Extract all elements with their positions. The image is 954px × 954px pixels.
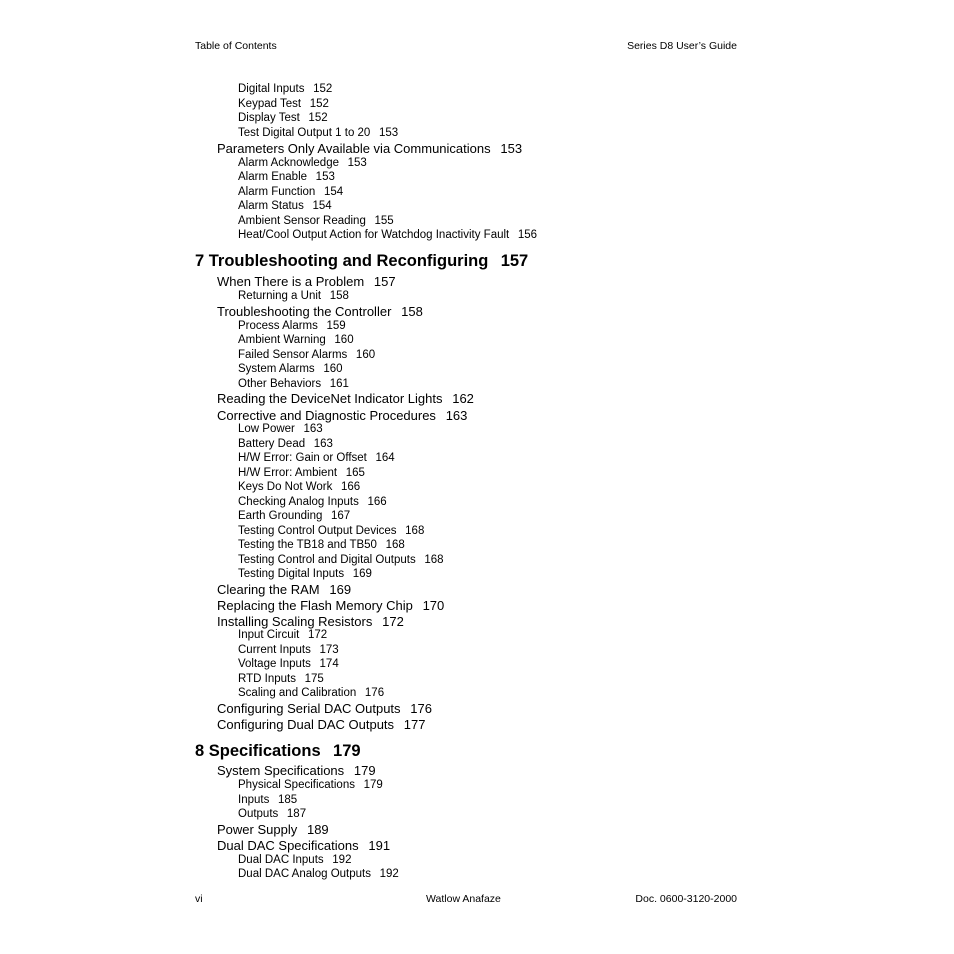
toc-entry-title: Testing Digital Inputs (238, 568, 345, 580)
toc-chapter[interactable] (195, 742, 361, 761)
toc-entry-title: Alarm Function (238, 186, 316, 198)
toc-entry-title: Checking Analog Inputs (238, 496, 359, 508)
toc-section[interactable] (217, 701, 432, 716)
toc-entry-title: Earth Grounding (238, 510, 323, 522)
toc-subsection[interactable] (238, 553, 444, 567)
toc-subsection[interactable] (238, 643, 339, 657)
toc-entry-title: Failed Sensor Alarms (238, 349, 348, 361)
toc-entry-page: 154 (323, 186, 344, 198)
toc-subsection[interactable] (238, 686, 384, 700)
toc-subsection[interactable] (238, 82, 332, 96)
toc-entry-title: Testing the TB18 and TB50 (238, 539, 377, 551)
toc-section[interactable] (217, 408, 467, 423)
toc-entry-title: System Specifications (217, 763, 345, 778)
toc-subsection[interactable] (238, 422, 323, 436)
toc-subsection[interactable] (238, 156, 367, 170)
footer-publisher: Watlow Anafaze (426, 893, 501, 905)
toc-subsection[interactable] (238, 466, 365, 480)
toc-entry-page: 162 (452, 391, 474, 406)
toc-subsection[interactable] (238, 126, 398, 140)
toc-subsection[interactable] (238, 524, 424, 538)
toc-chapter[interactable] (195, 252, 528, 271)
toc-entry-title: RTD Inputs (238, 673, 296, 685)
toc-subsection[interactable] (238, 97, 329, 111)
toc-entry-page: 175 (304, 673, 324, 685)
toc-entry-page: 176 (410, 701, 432, 716)
toc-entry-page: 192 (379, 868, 399, 880)
toc-entry-page: 177 (403, 717, 426, 732)
toc-entry-page: 158 (329, 290, 349, 302)
toc-entry-title: Testing Control Output Devices (238, 525, 397, 537)
toc-subsection[interactable] (238, 672, 324, 686)
toc-subsection[interactable] (238, 495, 387, 509)
toc-entry-title: Clearing the RAM (217, 582, 320, 597)
toc-entry-page: 192 (332, 854, 352, 866)
toc-entry-page: 160 (323, 363, 343, 375)
toc-section[interactable] (217, 822, 329, 837)
toc-section[interactable] (217, 274, 396, 289)
toc-entry-title: Parameters Only Available via Communications (217, 141, 491, 156)
toc-entry-page: 153 (347, 157, 367, 169)
toc-entry-title: Dual DAC Analog Outputs (238, 868, 371, 880)
toc-entry-page: 187 (286, 808, 307, 820)
toc-entry-page: 152 (308, 112, 328, 124)
toc-section[interactable] (217, 614, 404, 629)
toc-entry-title: Heat/Cool Output Action for Watchdog Inactivity Fault (238, 229, 510, 241)
toc-entry-title: Corrective and Diagnostic Procedures (217, 408, 436, 423)
toc-entry-page: 166 (341, 481, 361, 493)
header-right: Series D8 User’s Guide (627, 40, 737, 52)
toc-subsection[interactable] (238, 319, 346, 333)
toc-entry-title: Testing Control and Digital Outputs (238, 554, 416, 566)
toc-section[interactable] (217, 582, 351, 597)
toc-subsection[interactable] (238, 348, 375, 362)
toc-entry-page: 173 (319, 644, 339, 656)
toc-entry-page: 191 (368, 838, 391, 853)
toc-subsection[interactable] (238, 228, 537, 242)
toc-entry-page: 179 (353, 763, 376, 778)
toc-entry-page: 163 (303, 423, 323, 435)
toc-entry-page: 168 (424, 554, 444, 566)
toc-entry-title: Power Supply (217, 822, 298, 837)
toc-section[interactable] (217, 304, 423, 319)
toc-entry-page: 156 (517, 229, 538, 241)
toc-entry-title: Replacing the Flash Memory Chip (217, 598, 413, 613)
toc-entry-title: Test Digital Output 1 to 20 (238, 127, 371, 139)
toc-entry-page: 157 (500, 252, 529, 270)
toc-section[interactable] (217, 391, 474, 406)
toc-entry-title: Input Circuit (238, 629, 300, 641)
toc-subsection[interactable] (238, 111, 328, 125)
toc-entry-title: Low Power (238, 423, 295, 435)
toc-entry-page: 158 (401, 304, 423, 319)
footer-page-number: vi (195, 893, 203, 905)
toc-entry-title: Keys Do Not Work (238, 481, 333, 493)
toc-entry-title: Current Inputs (238, 644, 311, 656)
toc-entry-title: Alarm Enable (238, 171, 308, 183)
toc-entry-title: Dual DAC Specifications (217, 838, 359, 853)
toc-subsection[interactable] (238, 185, 343, 199)
toc-subsection[interactable] (238, 377, 349, 391)
toc-entry-title: Alarm Status (238, 200, 304, 212)
header-left: Table of Contents (195, 40, 277, 52)
toc-entry-page: 169 (352, 568, 372, 580)
toc-section[interactable] (217, 598, 444, 613)
toc-entry-page: 172 (382, 614, 404, 629)
toc-entry-page: 165 (345, 467, 365, 479)
toc-entry-page: 153 (378, 127, 399, 139)
toc-subsection[interactable] (238, 451, 395, 465)
toc-entry-page: 154 (312, 200, 332, 212)
toc-entry-page: 153 (500, 141, 523, 156)
toc-entry-page: 179 (363, 779, 383, 791)
toc-entry-title: Battery Dead (238, 438, 306, 450)
toc-entry-title: Outputs (238, 808, 279, 820)
toc-entry-title: System Alarms (238, 363, 315, 375)
toc-entry-page: 174 (319, 658, 339, 670)
toc-entry-page: 163 (445, 408, 468, 423)
toc-entry-page: 166 (367, 496, 387, 508)
toc-entry-title: Physical Specifications (238, 779, 355, 791)
toc-entry-page: 163 (313, 438, 333, 450)
toc-section[interactable] (217, 141, 522, 156)
toc-entry-title: Process Alarms (238, 320, 318, 332)
toc-subsection[interactable] (238, 538, 405, 552)
toc-entry-title: Keypad Test (238, 98, 302, 110)
toc-entry-page: 152 (309, 98, 329, 110)
toc-entry-title: Reading the DeviceNet Indicator Lights (217, 391, 443, 406)
toc-entry-title: Ambient Sensor Reading (238, 215, 366, 227)
toc-entry-title: H/W Error: Gain or Offset (238, 452, 367, 464)
toc-entry-title: Configuring Serial DAC Outputs (217, 701, 401, 716)
toc-entry-page: 153 (315, 171, 335, 183)
toc-entry-page: 169 (329, 582, 352, 597)
toc-subsection[interactable] (238, 778, 383, 792)
toc-subsection[interactable] (238, 657, 339, 671)
toc-entry-page: 185 (277, 794, 298, 806)
toc-entry-page: 168 (385, 539, 405, 551)
toc-entry-title: Scaling and Calibration (238, 687, 357, 699)
toc-section[interactable] (217, 763, 376, 778)
toc-entry-page: 157 (373, 274, 396, 289)
toc-subsection[interactable] (238, 170, 335, 184)
toc-entry-page: 189 (306, 822, 329, 837)
toc-subsection[interactable] (238, 480, 360, 494)
toc-entry-title: Other Behaviors (238, 378, 322, 390)
toc-subsection[interactable] (238, 333, 354, 347)
toc-entry-title: H/W Error: Ambient (238, 467, 338, 479)
toc-entry-title: 7 Troubleshooting and Reconfiguring (195, 252, 489, 270)
toc-entry-title: Ambient Warning (238, 334, 326, 346)
toc-entry-title: Configuring Dual DAC Outputs (217, 717, 395, 732)
toc-entry-title: Display Test (238, 112, 300, 124)
toc-entry-page: 167 (331, 510, 351, 522)
toc-subsection[interactable] (238, 628, 327, 642)
toc-entry-title: When There is a Problem (217, 274, 365, 289)
toc-subsection[interactable] (238, 362, 343, 376)
toc-subsection[interactable] (238, 867, 399, 881)
toc-entry-page: 172 (307, 629, 328, 641)
toc-subsection[interactable] (238, 567, 372, 581)
toc-entry-page: 164 (375, 452, 395, 464)
toc-subsection[interactable] (238, 289, 349, 303)
toc-entry-title: Digital Inputs (238, 83, 305, 95)
toc-section[interactable] (217, 717, 425, 732)
toc-entry-title: Troubleshooting the Controller (217, 304, 392, 319)
toc-subsection[interactable] (238, 509, 350, 523)
toc-entry-page: 159 (326, 320, 346, 332)
toc-entry-title: Dual DAC Inputs (238, 854, 324, 866)
toc-subsection[interactable] (238, 214, 394, 228)
toc-entry-title: Installing Scaling Resistors (217, 614, 373, 629)
toc-entry-page: 176 (364, 687, 385, 699)
toc-subsection[interactable] (238, 437, 333, 451)
toc-subsection[interactable] (238, 807, 306, 821)
toc-entry-page: 160 (334, 334, 354, 346)
toc-entry-title: Alarm Acknowledge (238, 157, 339, 169)
toc-entry-title: Returning a Unit (238, 290, 322, 302)
toc-entry-page: 179 (333, 742, 361, 760)
toc-entry-title: Inputs (238, 794, 270, 806)
footer-doc-number: Doc. 0600-3120-2000 (635, 893, 737, 905)
toc-entry-page: 170 (422, 598, 445, 613)
toc-subsection[interactable] (238, 793, 297, 807)
toc-entry-page: 168 (405, 525, 425, 537)
toc-entry-page: 155 (374, 215, 394, 227)
toc-entry-title: 8 Specifications (195, 742, 321, 760)
toc-entry-page: 160 (355, 349, 376, 361)
toc-entry-title: Voltage Inputs (238, 658, 311, 670)
toc-subsection[interactable] (238, 199, 332, 213)
toc-entry-page: 161 (329, 378, 349, 390)
toc-entry-page: 152 (313, 83, 333, 95)
toc-subsection[interactable] (238, 853, 351, 867)
toc-section[interactable] (217, 838, 390, 853)
